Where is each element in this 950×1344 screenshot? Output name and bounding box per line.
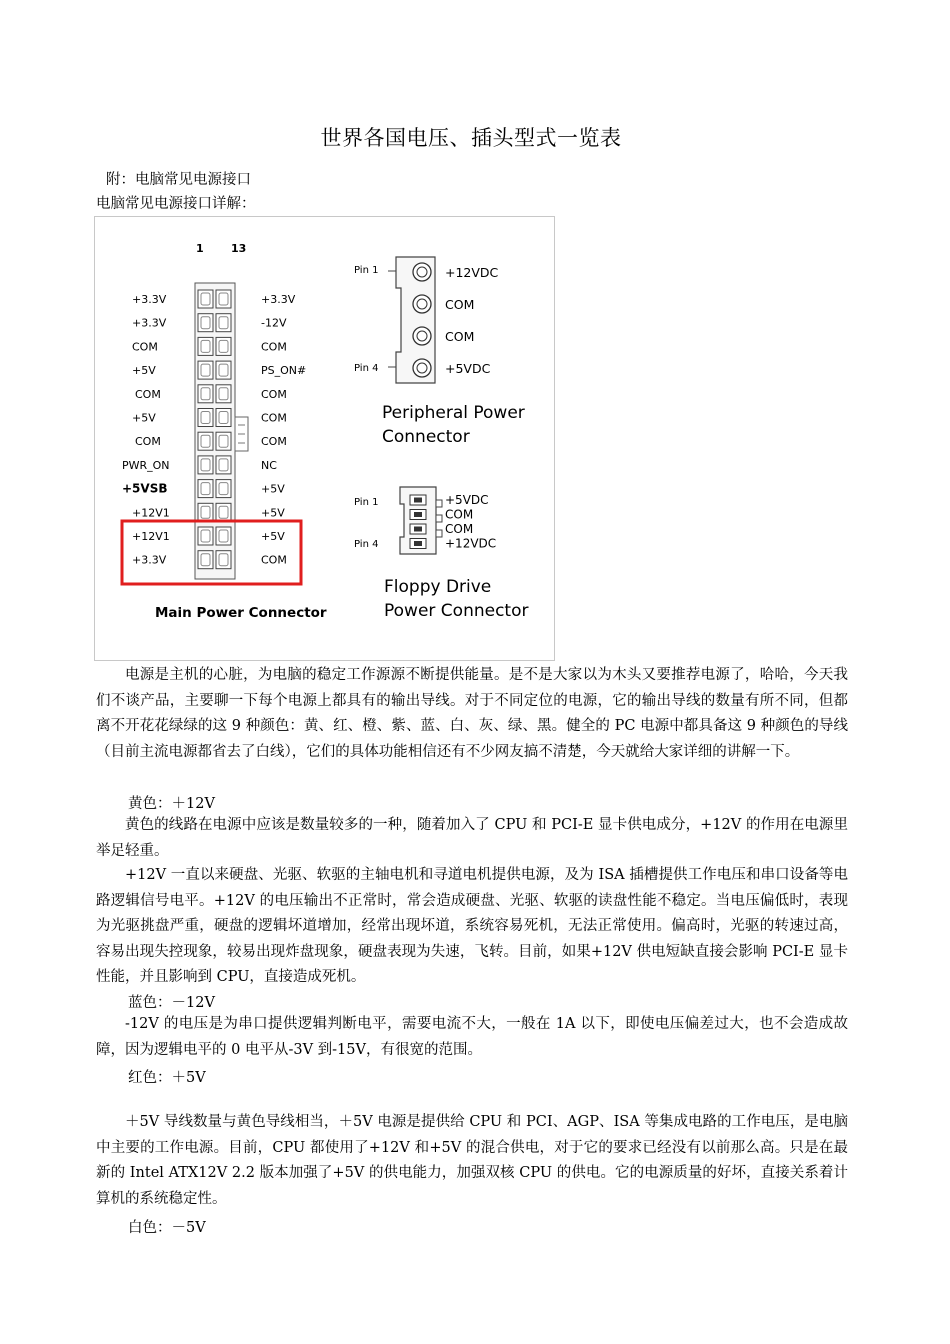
- blue-paragraph-1: -12V 的电压是为串口提供逻辑判断电平，需要电流不大，一般在 1A 以下，即使电压偏差过大，也不会造成故障，因为逻辑电平的 0 电平从-3V 到-15V，有很宽的范围。: [96, 1016, 848, 1058]
- peripheral-caption-line1: Peripheral Power: [382, 403, 525, 423]
- main-left-labels: [122, 293, 170, 567]
- main-right-label: +5V: [261, 530, 285, 543]
- floppy-pin-label: +5VDC: [445, 493, 489, 507]
- peripheral-pin-hole: [417, 363, 427, 373]
- peripheral-pin4-label: Pin 4: [354, 363, 379, 374]
- main-left-label: +5V: [132, 411, 156, 425]
- intro-paragraph: 电源是主机的心脏，为电脑的稳定工作源源不断提供能量。是不是大家以为木头又要推荐电源了，哈哈，今天我们不谈产品，主要聊一下每个电源上都具有的输出导线。对于不同定位的电源，它的输出导线的数量有所不同，但都离不开花花绿绿的这 9 种颜色：黄、红、橙、紫、蓝、白、灰、绿、黑。健全的 PC 电源中都具备这 9 种颜色的导线（目前主流电源都省去了白线），它们的具体功能相信还有不少网友搞不清楚，今天就给大家详细的讲解一下。: [96, 667, 848, 760]
- floppy-pin-label: COM: [445, 522, 474, 536]
- main-left-label: +5V: [132, 364, 156, 378]
- main-left-label: +12V1: [132, 506, 170, 520]
- main-right-label: COM: [261, 340, 287, 354]
- main-left-label: COM: [135, 435, 161, 449]
- peripheral-pin-label: COM: [445, 329, 475, 344]
- floppy-pin-contact: [414, 527, 422, 532]
- floppy-pin4-label: Pin 4: [354, 539, 379, 550]
- main-right-label: +3.3V: [261, 293, 296, 306]
- main-left-label: +3.3V: [132, 553, 167, 567]
- page-title: 世界各国电压、插头型式一览表: [320, 126, 622, 150]
- floppy-pin-contact: [414, 498, 422, 503]
- floppy-pin-label: COM: [445, 507, 474, 522]
- peripheral-pin-hole: [417, 299, 427, 309]
- floppy-pin-contact: [414, 512, 422, 517]
- yellow-paragraph-1: 黄色的线路在电源中应该是数量较多的一种，随着加入了 CPU 和 PCI-E 显卡供电成分，+12V 的作用在电源里举足轻重。: [96, 817, 848, 859]
- main-left-label: +5VSB: [122, 481, 168, 496]
- main-left-label: +3.3V: [132, 316, 167, 330]
- main-connector-caption: Main Power Connector: [155, 605, 327, 621]
- power-connector-figure: [94, 216, 555, 661]
- locking-latch: [235, 417, 248, 451]
- peripheral-pin-hole: [417, 331, 427, 341]
- floppy-pin-contact: [414, 541, 422, 546]
- main-right-label: PS_ON#: [261, 364, 307, 378]
- peripheral-labels: [445, 265, 499, 376]
- floppy-labels: [445, 493, 496, 551]
- peripheral-pin-hole: [417, 267, 427, 277]
- floppy-pin-label: +12VDC: [445, 536, 497, 551]
- main-left-label: COM: [132, 340, 158, 354]
- red-paragraph-1: ＋5V 导线数量与黄色导线相当，＋5V 电源是提供给 CPU 和 PCI、AGP、ISA 等集成电路的工作电压，是电脑中主要的工作电源。目前，CPU 都使用了+12V 和+5V 的混合供电，对于它的要求已经没有以前那么高。只是在最新的 Intel ATX12V 2.2 版本加强了+5V 的供电能力，加强双核 CPU 的供电。它的电源质量的好坏，直接关系着计算机的系统稳定性。: [96, 1114, 848, 1207]
- main-right-label: COM: [261, 411, 287, 425]
- peripheral-caption-line2: Connector: [382, 427, 470, 447]
- floppy-caption-line1: Floppy Drive: [384, 577, 492, 597]
- main-left-label: +12V1: [132, 530, 170, 543]
- peripheral-pin1-label: Pin 1: [354, 265, 379, 276]
- white-heading: 白色：－5V: [128, 1220, 206, 1236]
- appendix-label: 附：电脑常见电源接口: [106, 172, 251, 188]
- main-left-label: COM: [135, 387, 161, 401]
- pin-header-1: 1: [196, 242, 204, 255]
- main-left-label: +3.3V: [132, 293, 167, 306]
- peripheral-pin-label: +12VDC: [445, 265, 499, 280]
- main-right-label: NC: [261, 458, 277, 472]
- main-right-label: +5V: [261, 506, 285, 520]
- floppy-caption-line2: Power Connector: [384, 601, 529, 621]
- main-right-label: +5V: [261, 482, 285, 496]
- peripheral-pin-label: COM: [445, 297, 475, 312]
- peripheral-pin-label: +5VDC: [445, 361, 491, 376]
- main-right-label: COM: [261, 435, 287, 449]
- blue-heading: 蓝色：－12V: [128, 995, 215, 1011]
- detail-label: 电脑常见电源接口详解：: [96, 196, 256, 212]
- yellow-heading: 黄色：＋12V: [128, 796, 215, 812]
- main-left-label: PWR_ON: [122, 458, 170, 472]
- floppy-pin1-label: Pin 1: [354, 497, 379, 508]
- red-heading: 红色：＋5V: [128, 1070, 206, 1086]
- connector-diagram: [95, 217, 554, 660]
- main-right-labels: [261, 293, 306, 567]
- yellow-paragraph-2: +12V 一直以来硬盘、光驱、软驱的主轴电机和寻道电机提供电源，及为 ISA 插槽提供工作电压和串口设备等电路逻辑信号电平。+12V 的电压输出不正常时，常会造成硬盘、光驱、软驱的读盘性能不稳定。当电压偏低时，表现为光驱挑盘严重，硬盘的逻辑坏道增加，经常出现坏道，系统容易死机，无法正常使用。偏高时，光驱的转速过高，容易出现失控现象，较易出现炸盘现象，硬盘表现为失速，飞转。目前，如果+12V 供电短缺直接会影响 PCI-E 显卡性能，并且影响到 CPU，直接造成死机。: [96, 867, 848, 985]
- main-connector-block: [195, 283, 235, 579]
- main-right-label: -12V: [261, 316, 287, 330]
- main-right-label: COM: [261, 387, 287, 401]
- pin-header-13: 13: [231, 242, 247, 255]
- main-right-label: COM: [261, 553, 287, 567]
